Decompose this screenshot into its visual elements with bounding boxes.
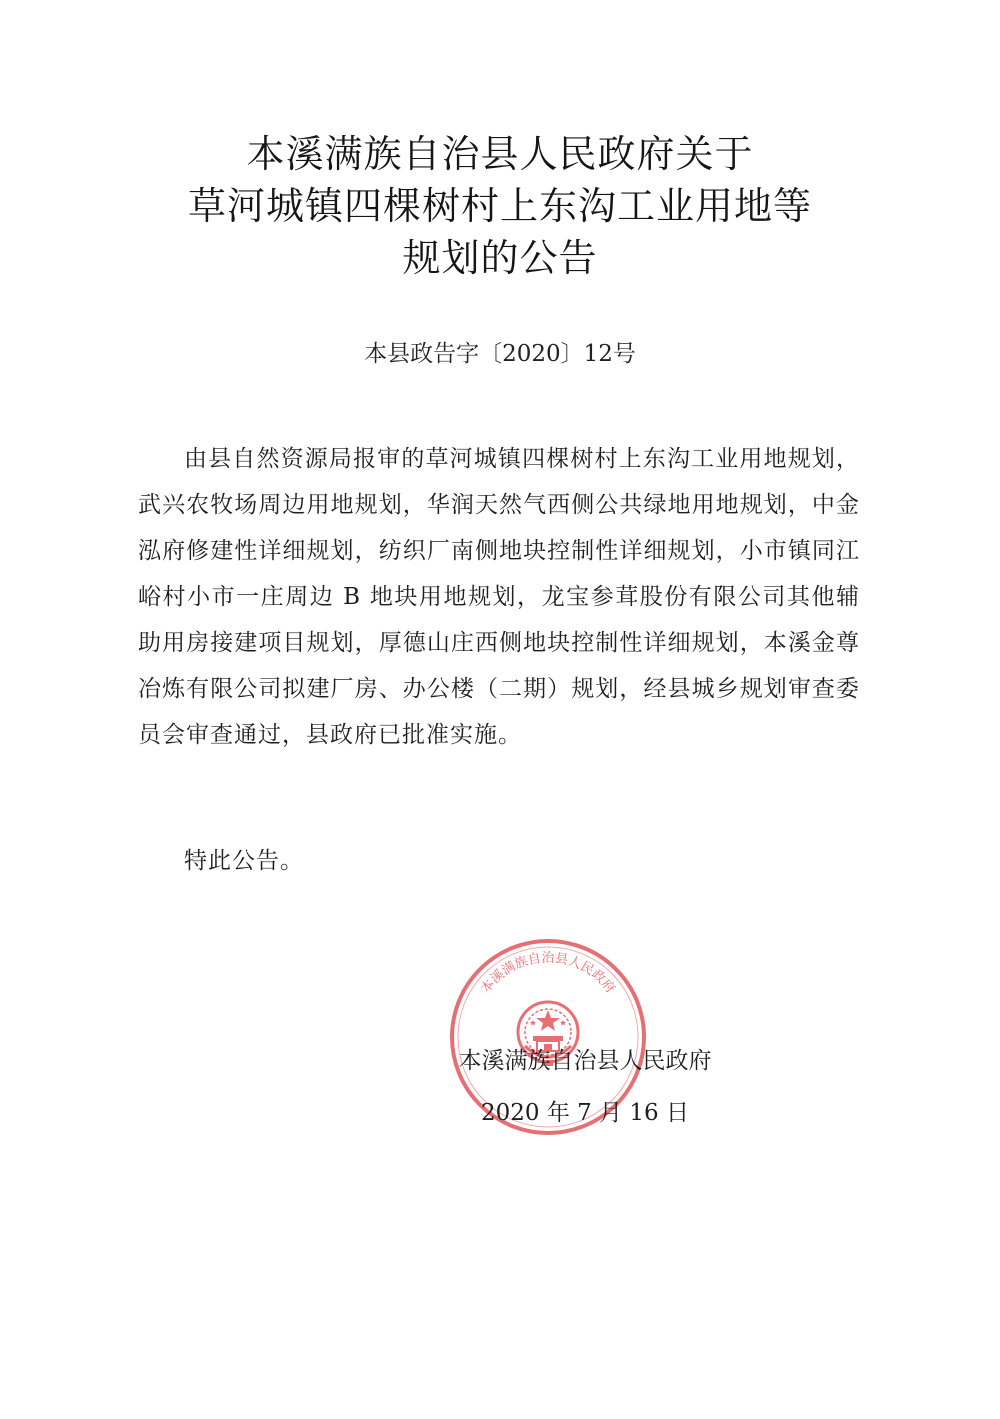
- seal-ring-text: [478, 951, 618, 996]
- title-line-1: 本溪满族自治县人民政府关于: [246, 132, 754, 176]
- closing-phrase: 特此公告。: [184, 848, 304, 874]
- signing-date: 2020 年 7 月 16 日: [481, 1100, 689, 1126]
- title-line-2: 草河城镇四棵树村上东沟工业用地等: [187, 184, 812, 228]
- announcement-body: 由县自然资源局报审的草河城镇四棵树村上东沟工业用地规划，武兴农牧场周边用地规划，华润天然气西侧公共绿地用地规划，中金泓府修建性详细规划，纺织厂南侧地块控制性详细规划，小市镇同江峪村小市一庄周边 B 地块用地规划，龙宝参茸股份有限公司其他辅助用房接建项目规划，厚德山庄西侧地块控制性详细规划，本溪金尊冶炼有限公司拟建厂房、办公楼（二期）规划，经县城乡规划审查委员会审查通过，县政府已批准实施。: [138, 446, 860, 748]
- title-line-3: 规划的公告: [402, 236, 598, 280]
- document-number: 本县政告字〔2020〕12号: [364, 341, 636, 367]
- signing-authority: 本溪满族自治县人民政府: [458, 1048, 712, 1074]
- seal-text: 本溪满族自治县人民政府: [478, 950, 618, 997]
- document-title: [0, 128, 1000, 284]
